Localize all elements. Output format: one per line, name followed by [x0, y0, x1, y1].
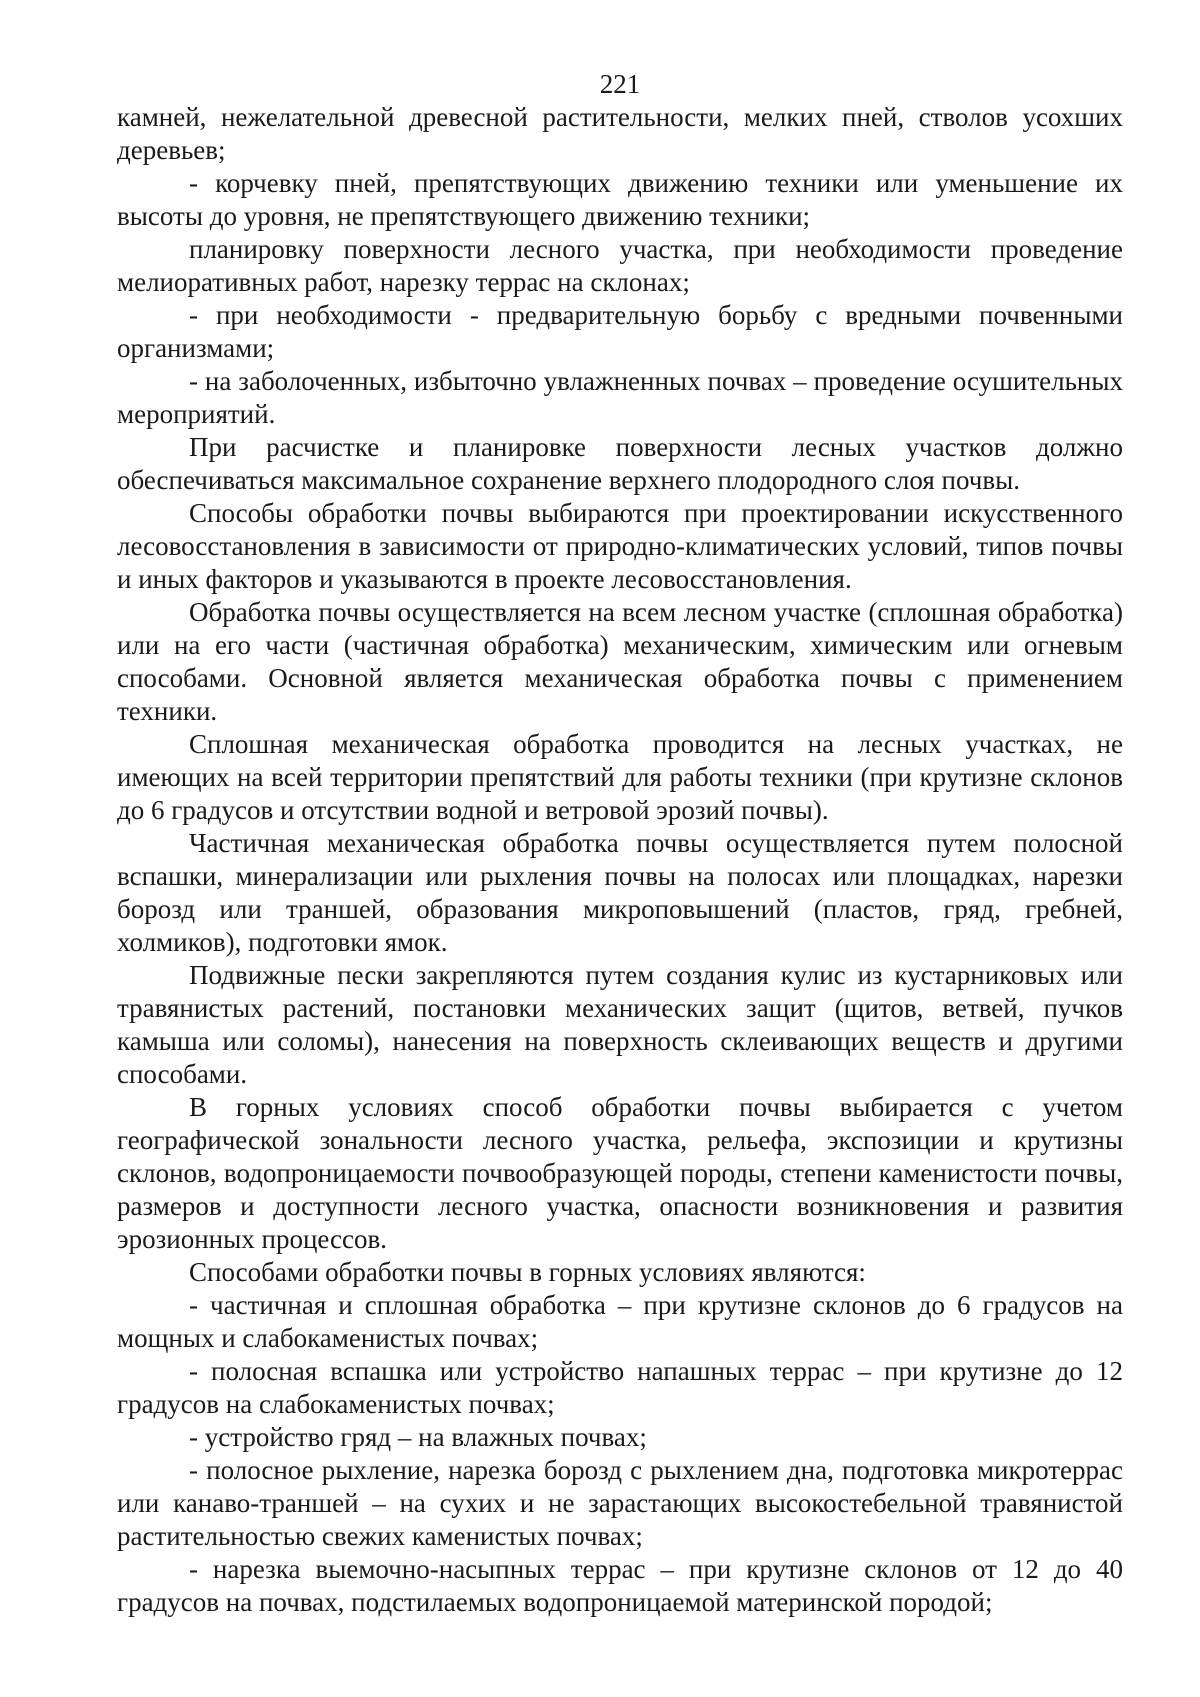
paragraph: Сплошная механическая обработка проводится на лесных участках, не имеющих на всей территории препятствий для работы техники (при крутизне склонов до 6 градусов и отсутствии водной и ветровой эрозий почвы). [117, 729, 1123, 825]
paragraph: - на заболоченных, избыточно увлажненных почвах – проведение осушительных мероприятий. [117, 366, 1123, 429]
paragraph: Способы обработки почвы выбираются при проектировании искусственного лесовосстановления в зависимости от природно-климатических условий, типов почвы и иных факторов и указываются в проекте лесовосстановления. [117, 498, 1123, 594]
list-item: - полосное рыхление, нарезка борозд с рыхлением дна, подготовка микротеррас или канаво-траншей – на сухих и не зарастающих высокостебельной травянистой растительностью свежих каменистых почвах; [117, 1455, 1123, 1551]
list-item: - устройство гряд – на влажных почвах; [189, 1422, 647, 1452]
list-item: - частичная и сплошная обработка – при крутизне склонов до 6 градусов на мощных и слабокаменистых почвах; [117, 1290, 1123, 1353]
document-page [117, 68, 1123, 1619]
paragraph: Способами обработки почвы в горных условиях являются: [189, 1257, 866, 1287]
paragraph: В горных условиях способ обработки почвы выбирается с учетом географической зональности лесного участка, рельефа, экспозиции и крутизны склонов, водопроницаемости почвообразующей породы, степени каменистости почвы, размеров и доступности лесного участка, опасности возникновения и развития эрозионных процессов. [117, 1092, 1123, 1254]
paragraph: Подвижные пески закрепляются путем создания кулис из кустарниковых или травянистых растений, постановки механических защит (щитов, ветвей, пучков камыша или соломы), нанесения на поверхность склеивающих веществ и другими способами. [117, 960, 1123, 1089]
paragraph: планировку поверхности лесного участка, при необходимости проведение мелиоративных работ, нарезку террас на склонах; [117, 234, 1123, 297]
list-item: - нарезка выемочно-насыпных террас – при крутизне склонов от 12 до 40 градусов на почвах, подстилаемых водопроницаемой материнской породой; [117, 1554, 1123, 1617]
page-number: 221 [599, 69, 641, 99]
list-item: - полосная вспашка или устройство напашных террас – при крутизне до 12 градусов на слабокаменистых почвах; [117, 1356, 1123, 1419]
paragraph: Обработка почвы осуществляется на всем лесном участке (сплошная обработка) или на его части (частичная обработка) механическим, химическим или огневым способами. Основной является механическая обработка почвы с применением техники. [117, 597, 1123, 726]
paragraph: При расчистке и планировке поверхности лесных участков должно обеспечиваться максимальное сохранение верхнего плодородного слоя почвы. [117, 432, 1123, 495]
paragraph: камней, нежелательной древесной растительности, мелких пней, стволов усохших деревьев; [117, 102, 1123, 165]
paragraph: - корчевку пней, препятствующих движению техники или уменьшение их высоты до уровня, не препятствующего движению техники; [117, 168, 1123, 231]
paragraph: - при необходимости - предварительную борьбу с вредными почвенными организмами; [117, 300, 1123, 363]
paragraph: Частичная механическая обработка почвы осуществляется путем полосной вспашки, минерализации или рыхления почвы на полосах или площадках, нарезки борозд или траншей, образования микроповышений (пластов, гряд, гребней, холмиков), подготовки ямок. [117, 828, 1123, 957]
